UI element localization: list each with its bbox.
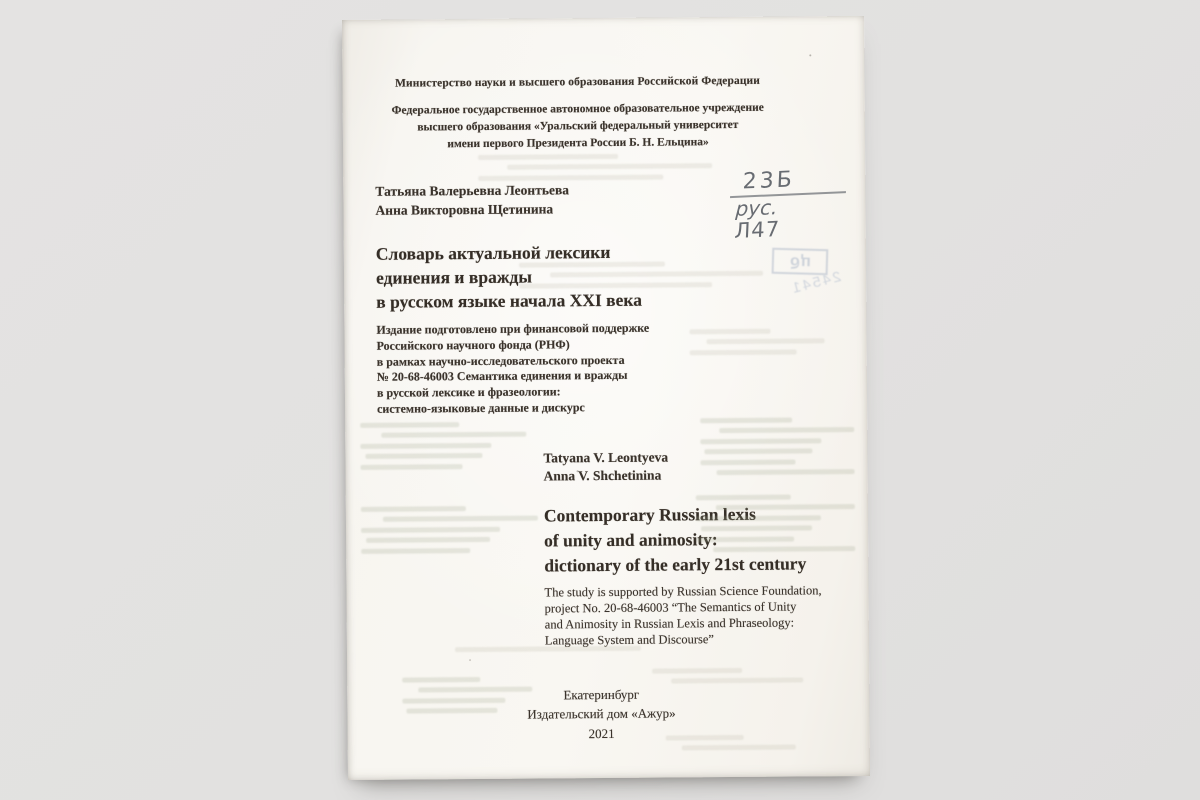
funding-en-line: Language System and Discourse” — [544, 632, 715, 648]
funding-ru-line: Издание подготовлено при финансовой поддержке — [376, 320, 650, 337]
authors-en-block — [543, 449, 668, 486]
imprint-publisher: Издательский дом «Ажур» — [527, 705, 676, 722]
bleedthrough-stamp — [772, 248, 842, 296]
title-en-line: Contemporary Russian lexis — [543, 503, 756, 526]
author-ru-line: Анна Викторовна Щетинина — [375, 201, 554, 218]
funding-ru-line: № 20-68-46003 Семантика единения и вражды — [376, 368, 628, 385]
ministry-line: Министерство науки и высшего образования Российской Федерации — [394, 74, 761, 90]
stamp-number: 24541 — [788, 268, 843, 298]
bleedthrough-text — [696, 488, 850, 558]
title-ru-line: Словарь актуальной лексики — [375, 241, 611, 264]
funding-ru-line: системно-языковые данные и дискурс — [377, 400, 585, 416]
author-ru-line: Татьяна Валерьевна Леонтьева — [375, 182, 570, 199]
bleedthrough-text — [666, 729, 791, 756]
handwritten-call-number — [730, 166, 849, 242]
funding-en-line: The study is supported by Russian Science Foundation, — [544, 583, 822, 600]
funding-ru-block — [376, 321, 650, 418]
bleedthrough-text — [402, 671, 527, 719]
institution-line: высшего образования «Уральский федеральный университет — [417, 118, 739, 134]
institution-line: Федеральное государственное автономное образовательное учреждение — [391, 101, 764, 117]
author-en-line: Tatyana V. Leontyeva — [543, 449, 669, 466]
funding-ru-line: в русской лексике и фразеологии: — [376, 384, 561, 400]
funding-ru-line: Российского научного фонда (РНФ) — [376, 337, 570, 353]
call-number-cutter: Л47 — [734, 216, 781, 243]
dust-speck — [469, 659, 471, 661]
bleedthrough-text — [455, 639, 755, 657]
scanned-title-page — [342, 16, 870, 780]
title-ru-line: в русском языке начала XXI века — [376, 289, 642, 312]
bleedthrough-text — [652, 662, 797, 690]
imprint-city: Екатеринбург — [563, 686, 640, 703]
imprint-year: 2021 — [588, 725, 615, 741]
authors-ru-block — [375, 180, 569, 220]
bleedthrough-text — [689, 322, 819, 360]
title-en-line: of unity and animosity: — [544, 529, 718, 551]
bleedthrough-text — [360, 416, 520, 475]
funding-en-line: project No. 20-68-46003 “The Semantics of Unity — [544, 599, 797, 616]
funding-en-line: and Animosity in Russian Lexis and Phraseology: — [544, 615, 795, 632]
call-number-class: 23Б — [730, 166, 847, 198]
bleedthrough-text — [700, 411, 849, 481]
dust-speck — [408, 348, 410, 350]
author-en-line: Anna V. Shchetinina — [543, 467, 662, 484]
dust-speck — [577, 470, 579, 472]
bleedthrough-text — [519, 255, 754, 294]
title-ru-line: единения и вражды — [375, 266, 533, 288]
stamp-box-text: цб — [772, 248, 829, 276]
institution-line: имени первого Президента России Б. Н. Ельцина» — [447, 136, 709, 151]
bleedthrough-text — [478, 147, 703, 186]
call-number-language: рус. — [734, 195, 779, 221]
dust-speck — [809, 54, 811, 56]
funding-ru-line: в рамках научно-исследовательского проекта — [376, 352, 625, 369]
title-en-line: dictionary of the early 21st century — [544, 553, 807, 576]
institution-block — [343, 99, 813, 154]
bleedthrough-text — [361, 500, 531, 559]
